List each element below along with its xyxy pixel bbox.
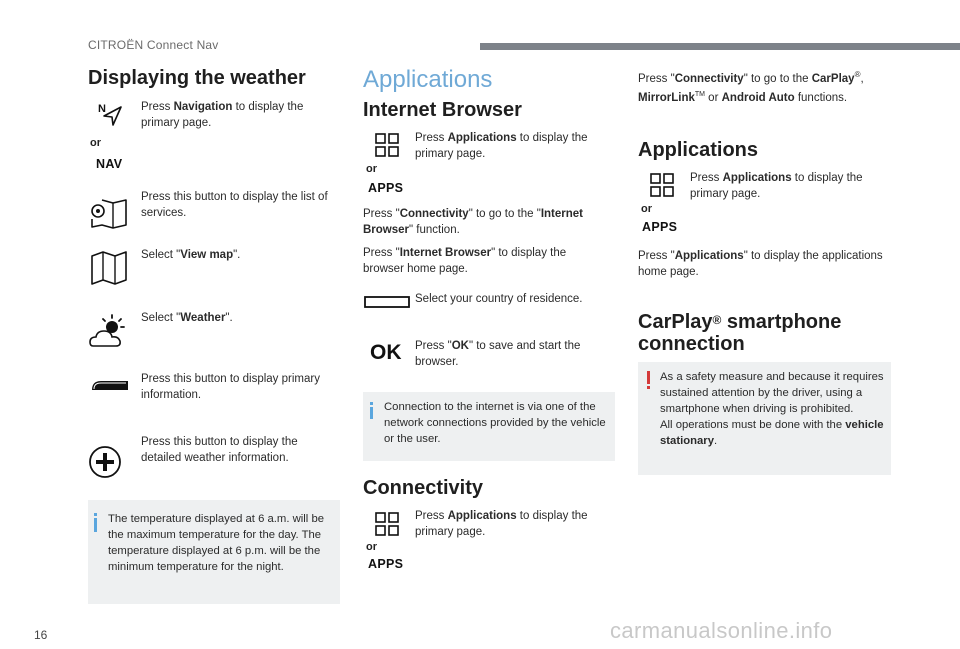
connectivity-intro-text: Press "Connectivity" to go to the CarPlay®, MirrorLink™ or Android Auto functions.: [638, 70, 864, 104]
applications-title: Applications: [638, 139, 759, 161]
header-divider-bar: [480, 43, 960, 50]
header-title: CITROËN Connect Nav: [88, 38, 219, 52]
applications-grid-icon: [375, 512, 399, 536]
internet-browser-title: Internet Browser: [363, 99, 522, 121]
svg-text:N: N: [98, 103, 106, 115]
or-label: or: [641, 203, 652, 215]
carplay-title: CarPlay® smartphone connection: [638, 311, 842, 355]
safety-warning-box: [638, 362, 891, 475]
plus-circle-icon: [88, 445, 122, 479]
internet-step-ok: Press "OK" to save and start the browser.: [415, 340, 581, 368]
temperature-note-box: [88, 500, 340, 604]
or-label: or: [366, 163, 377, 175]
safety-warning-text: As a safety measure and because it requires sustained attention by the driver, using a smartphone when driving is prohibited. All operations must be done with the vehicle stationary.: [660, 371, 884, 447]
weather-step-navigation: Press Navigation to display the primary page.: [141, 101, 304, 129]
navigation-arrow-icon: [100, 102, 126, 128]
map-icon: [90, 250, 128, 286]
internet-step-browser: Press "Internet Browser" to display the browser home page.: [363, 247, 567, 275]
weather-step-detailed-info: Press this button to display the detailed weather information.: [141, 436, 298, 464]
applications-step-home: Press "Applications" to display the applications home page.: [638, 250, 883, 278]
connectivity-title: Connectivity: [363, 477, 484, 499]
weather-step-services: Press this button to display the list of services.: [141, 191, 328, 219]
connection-note-box: [363, 392, 615, 461]
applications-grid-icon: [375, 133, 399, 157]
watermark: carmanualsonline.info: [610, 618, 833, 643]
info-icon: [94, 513, 97, 516]
ok-button-label: OK: [370, 341, 402, 364]
internet-step-country: Select your country of residence.: [415, 293, 583, 305]
input-field-icon: [364, 296, 410, 308]
services-list-icon: [89, 197, 129, 229]
info-icon: [370, 402, 373, 405]
applications-step-primary: Press Applications to display the primary page.: [690, 172, 863, 200]
applications-grid-icon: [650, 173, 674, 197]
weather-step-primary-info: Press this button to display primary information.: [141, 373, 320, 401]
nav-button-label: NAV: [96, 157, 123, 171]
primary-info-button-icon: [89, 377, 129, 391]
apps-button-label: APPS: [368, 557, 404, 571]
warning-icon: [647, 371, 650, 384]
weather-step-view-map: Select "View map".: [141, 249, 241, 261]
weather-section-title: Displaying the weather: [88, 67, 306, 89]
or-label: or: [90, 137, 101, 149]
internet-step-applications: Press Applications to display the primary page.: [415, 132, 588, 160]
page-number: 16: [34, 628, 48, 642]
apps-button-label: APPS: [368, 181, 404, 195]
connection-note-text: Connection to the internet is via one of the network connections provided by the vehicle or the user.: [384, 401, 606, 445]
weather-step-weather: Select "Weather".: [141, 312, 233, 324]
internet-step-connectivity: Press "Connectivity" to go to the "Internet Browser" function.: [363, 208, 583, 236]
temperature-note-text: The temperature displayed at 6 a.m. will be the maximum temperature for the day. The temperature displayed at 6 p.m. will be the minimum temperature for the night.: [108, 513, 325, 573]
apps-button-label: APPS: [642, 220, 678, 234]
applications-main-title: Applications: [363, 66, 493, 93]
or-label: or: [366, 541, 377, 553]
connectivity-step-applications: Press Applications to display the primary page.: [415, 510, 588, 538]
weather-icon: [88, 313, 128, 349]
